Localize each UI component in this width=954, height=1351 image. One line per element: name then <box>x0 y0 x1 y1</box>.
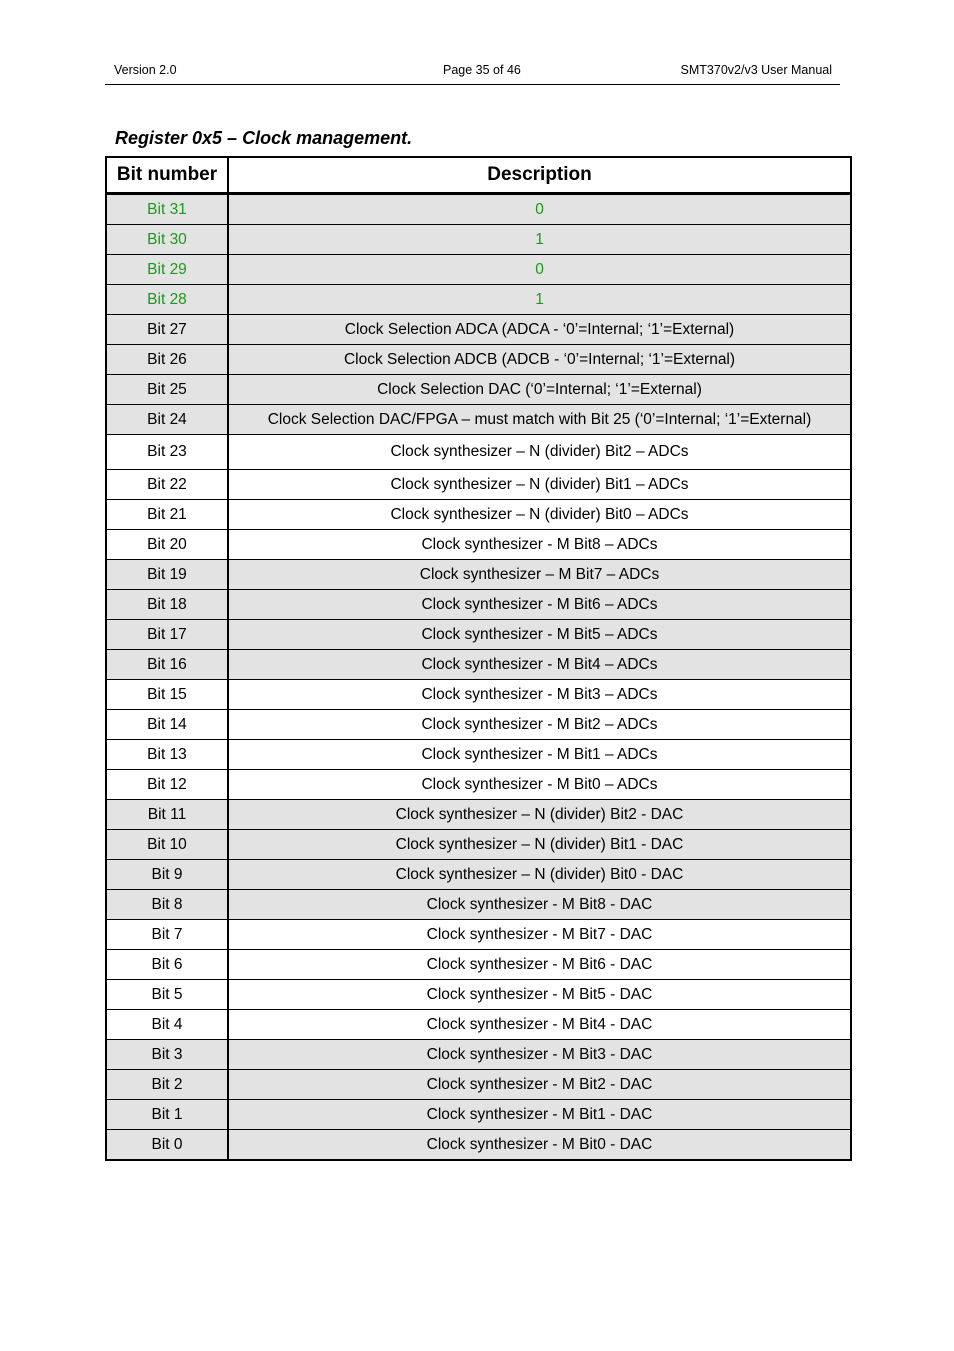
description-cell: Clock synthesizer - M Bit5 - DAC <box>228 980 851 1010</box>
table-row <box>106 710 851 740</box>
page-header <box>105 62 840 85</box>
description-cell: Clock synthesizer – N (divider) Bit2 – ADCs <box>228 435 851 470</box>
table-row <box>106 560 851 590</box>
bit-number-cell: Bit 16 <box>106 650 228 680</box>
description-cell: Clock synthesizer - M Bit0 - DAC <box>228 1130 851 1161</box>
table-row <box>106 1010 851 1040</box>
description-cell: Clock synthesizer - M Bit3 – ADCs <box>228 680 851 710</box>
table-row <box>106 980 851 1010</box>
bit-number-cell: Bit 30 <box>106 225 228 255</box>
description-cell: Clock synthesizer – N (divider) Bit0 – ADCs <box>228 500 851 530</box>
description-cell: Clock Selection DAC/FPGA – must match with Bit 25 (‘0’=Internal; ‘1’=External) <box>228 405 851 435</box>
bit-number-cell: Bit 9 <box>106 860 228 890</box>
column-header-description: Description <box>228 157 851 194</box>
description-cell: Clock synthesizer - M Bit1 - DAC <box>228 1100 851 1130</box>
bit-number-cell: Bit 22 <box>106 470 228 500</box>
bit-number-cell: Bit 0 <box>106 1130 228 1161</box>
bit-number-cell: Bit 21 <box>106 500 228 530</box>
description-cell: Clock Selection DAC (‘0’=Internal; ‘1’=External) <box>228 375 851 405</box>
table-row <box>106 890 851 920</box>
table-row <box>106 1100 851 1130</box>
bit-number-cell: Bit 17 <box>106 620 228 650</box>
table-row <box>106 860 851 890</box>
description-cell: Clock synthesizer – M Bit7 – ADCs <box>228 560 851 590</box>
description-cell: Clock synthesizer - M Bit2 – ADCs <box>228 710 851 740</box>
description-cell: Clock synthesizer – N (divider) Bit0 - DAC <box>228 860 851 890</box>
description-cell: Clock synthesizer - M Bit7 - DAC <box>228 920 851 950</box>
bit-number-cell: Bit 12 <box>106 770 228 800</box>
description-cell: Clock synthesizer - M Bit0 – ADCs <box>228 770 851 800</box>
table-row <box>106 435 851 470</box>
bit-number-cell: Bit 23 <box>106 435 228 470</box>
bit-number-cell: Bit 8 <box>106 890 228 920</box>
description-cell: Clock synthesizer – N (divider) Bit1 – ADCs <box>228 470 851 500</box>
bit-number-cell: Bit 5 <box>106 980 228 1010</box>
table-row <box>106 1040 851 1070</box>
description-cell: Clock synthesizer - M Bit6 – ADCs <box>228 590 851 620</box>
header-document-title: SMT370v2/v3 User Manual <box>680 63 832 77</box>
table-row <box>106 500 851 530</box>
bit-number-cell: Bit 26 <box>106 345 228 375</box>
bit-number-cell: Bit 20 <box>106 530 228 560</box>
description-cell: Clock synthesizer - M Bit2 - DAC <box>228 1070 851 1100</box>
description-cell: 1 <box>228 225 851 255</box>
description-cell: Clock synthesizer - M Bit8 - DAC <box>228 890 851 920</box>
bit-number-cell: Bit 11 <box>106 800 228 830</box>
table-row <box>106 255 851 285</box>
table-row <box>106 770 851 800</box>
bit-number-cell: Bit 24 <box>106 405 228 435</box>
table-row <box>106 405 851 435</box>
header-page-number: Page 35 of 46 <box>443 63 521 77</box>
description-cell: Clock synthesizer - M Bit6 - DAC <box>228 950 851 980</box>
table-row <box>106 740 851 770</box>
bit-number-cell: Bit 25 <box>106 375 228 405</box>
table-row <box>106 830 851 860</box>
description-cell: Clock synthesizer - M Bit5 – ADCs <box>228 620 851 650</box>
bit-number-cell: Bit 19 <box>106 560 228 590</box>
bit-number-cell: Bit 29 <box>106 255 228 285</box>
bit-number-cell: Bit 10 <box>106 830 228 860</box>
bit-number-cell: Bit 2 <box>106 1070 228 1100</box>
bit-number-cell: Bit 7 <box>106 920 228 950</box>
bit-number-cell: Bit 15 <box>106 680 228 710</box>
table-row <box>106 194 851 225</box>
bit-number-cell: Bit 27 <box>106 315 228 345</box>
header-version: Version 2.0 <box>114 63 177 77</box>
bit-number-cell: Bit 13 <box>106 740 228 770</box>
description-cell: Clock synthesizer – N (divider) Bit2 - DAC <box>228 800 851 830</box>
table-row <box>106 1130 851 1161</box>
description-cell: 0 <box>228 255 851 285</box>
table-row <box>106 620 851 650</box>
register-title: Register 0x5 – Clock management. <box>115 128 413 148</box>
description-cell: Clock Selection ADCA (ADCA - ‘0’=Internal; ‘1’=External) <box>228 315 851 345</box>
table-row <box>106 650 851 680</box>
table-row <box>106 680 851 710</box>
bit-number-cell: Bit 1 <box>106 1100 228 1130</box>
description-cell: 1 <box>228 285 851 315</box>
bit-number-cell: Bit 18 <box>106 590 228 620</box>
description-cell: Clock synthesizer - M Bit1 – ADCs <box>228 740 851 770</box>
description-cell: Clock synthesizer - M Bit4 - DAC <box>228 1010 851 1040</box>
bit-number-cell: Bit 6 <box>106 950 228 980</box>
description-cell: 0 <box>228 194 851 225</box>
bit-number-cell: Bit 14 <box>106 710 228 740</box>
table-header-row <box>106 157 851 194</box>
table-row <box>106 950 851 980</box>
description-cell: Clock synthesizer - M Bit3 - DAC <box>228 1040 851 1070</box>
description-cell: Clock Selection ADCB (ADCB - ‘0’=Internal; ‘1’=External) <box>228 345 851 375</box>
table-row <box>106 225 851 255</box>
table-row <box>106 530 851 560</box>
bit-number-cell: Bit 28 <box>106 285 228 315</box>
description-cell: Clock synthesizer – N (divider) Bit1 - DAC <box>228 830 851 860</box>
table-row <box>106 375 851 405</box>
table-row <box>106 800 851 830</box>
table-body <box>106 194 851 1161</box>
table-row <box>106 470 851 500</box>
bit-number-cell: Bit 4 <box>106 1010 228 1040</box>
table-row <box>106 920 851 950</box>
table-row <box>106 315 851 345</box>
bit-number-cell: Bit 31 <box>106 194 228 225</box>
register-table <box>105 156 852 1161</box>
description-cell: Clock synthesizer - M Bit4 – ADCs <box>228 650 851 680</box>
table-row <box>106 590 851 620</box>
bit-number-cell: Bit 3 <box>106 1040 228 1070</box>
column-header-bit-number: Bit number <box>106 157 228 194</box>
description-cell: Clock synthesizer - M Bit8 – ADCs <box>228 530 851 560</box>
table-row <box>106 1070 851 1100</box>
table-row <box>106 345 851 375</box>
table-row <box>106 285 851 315</box>
